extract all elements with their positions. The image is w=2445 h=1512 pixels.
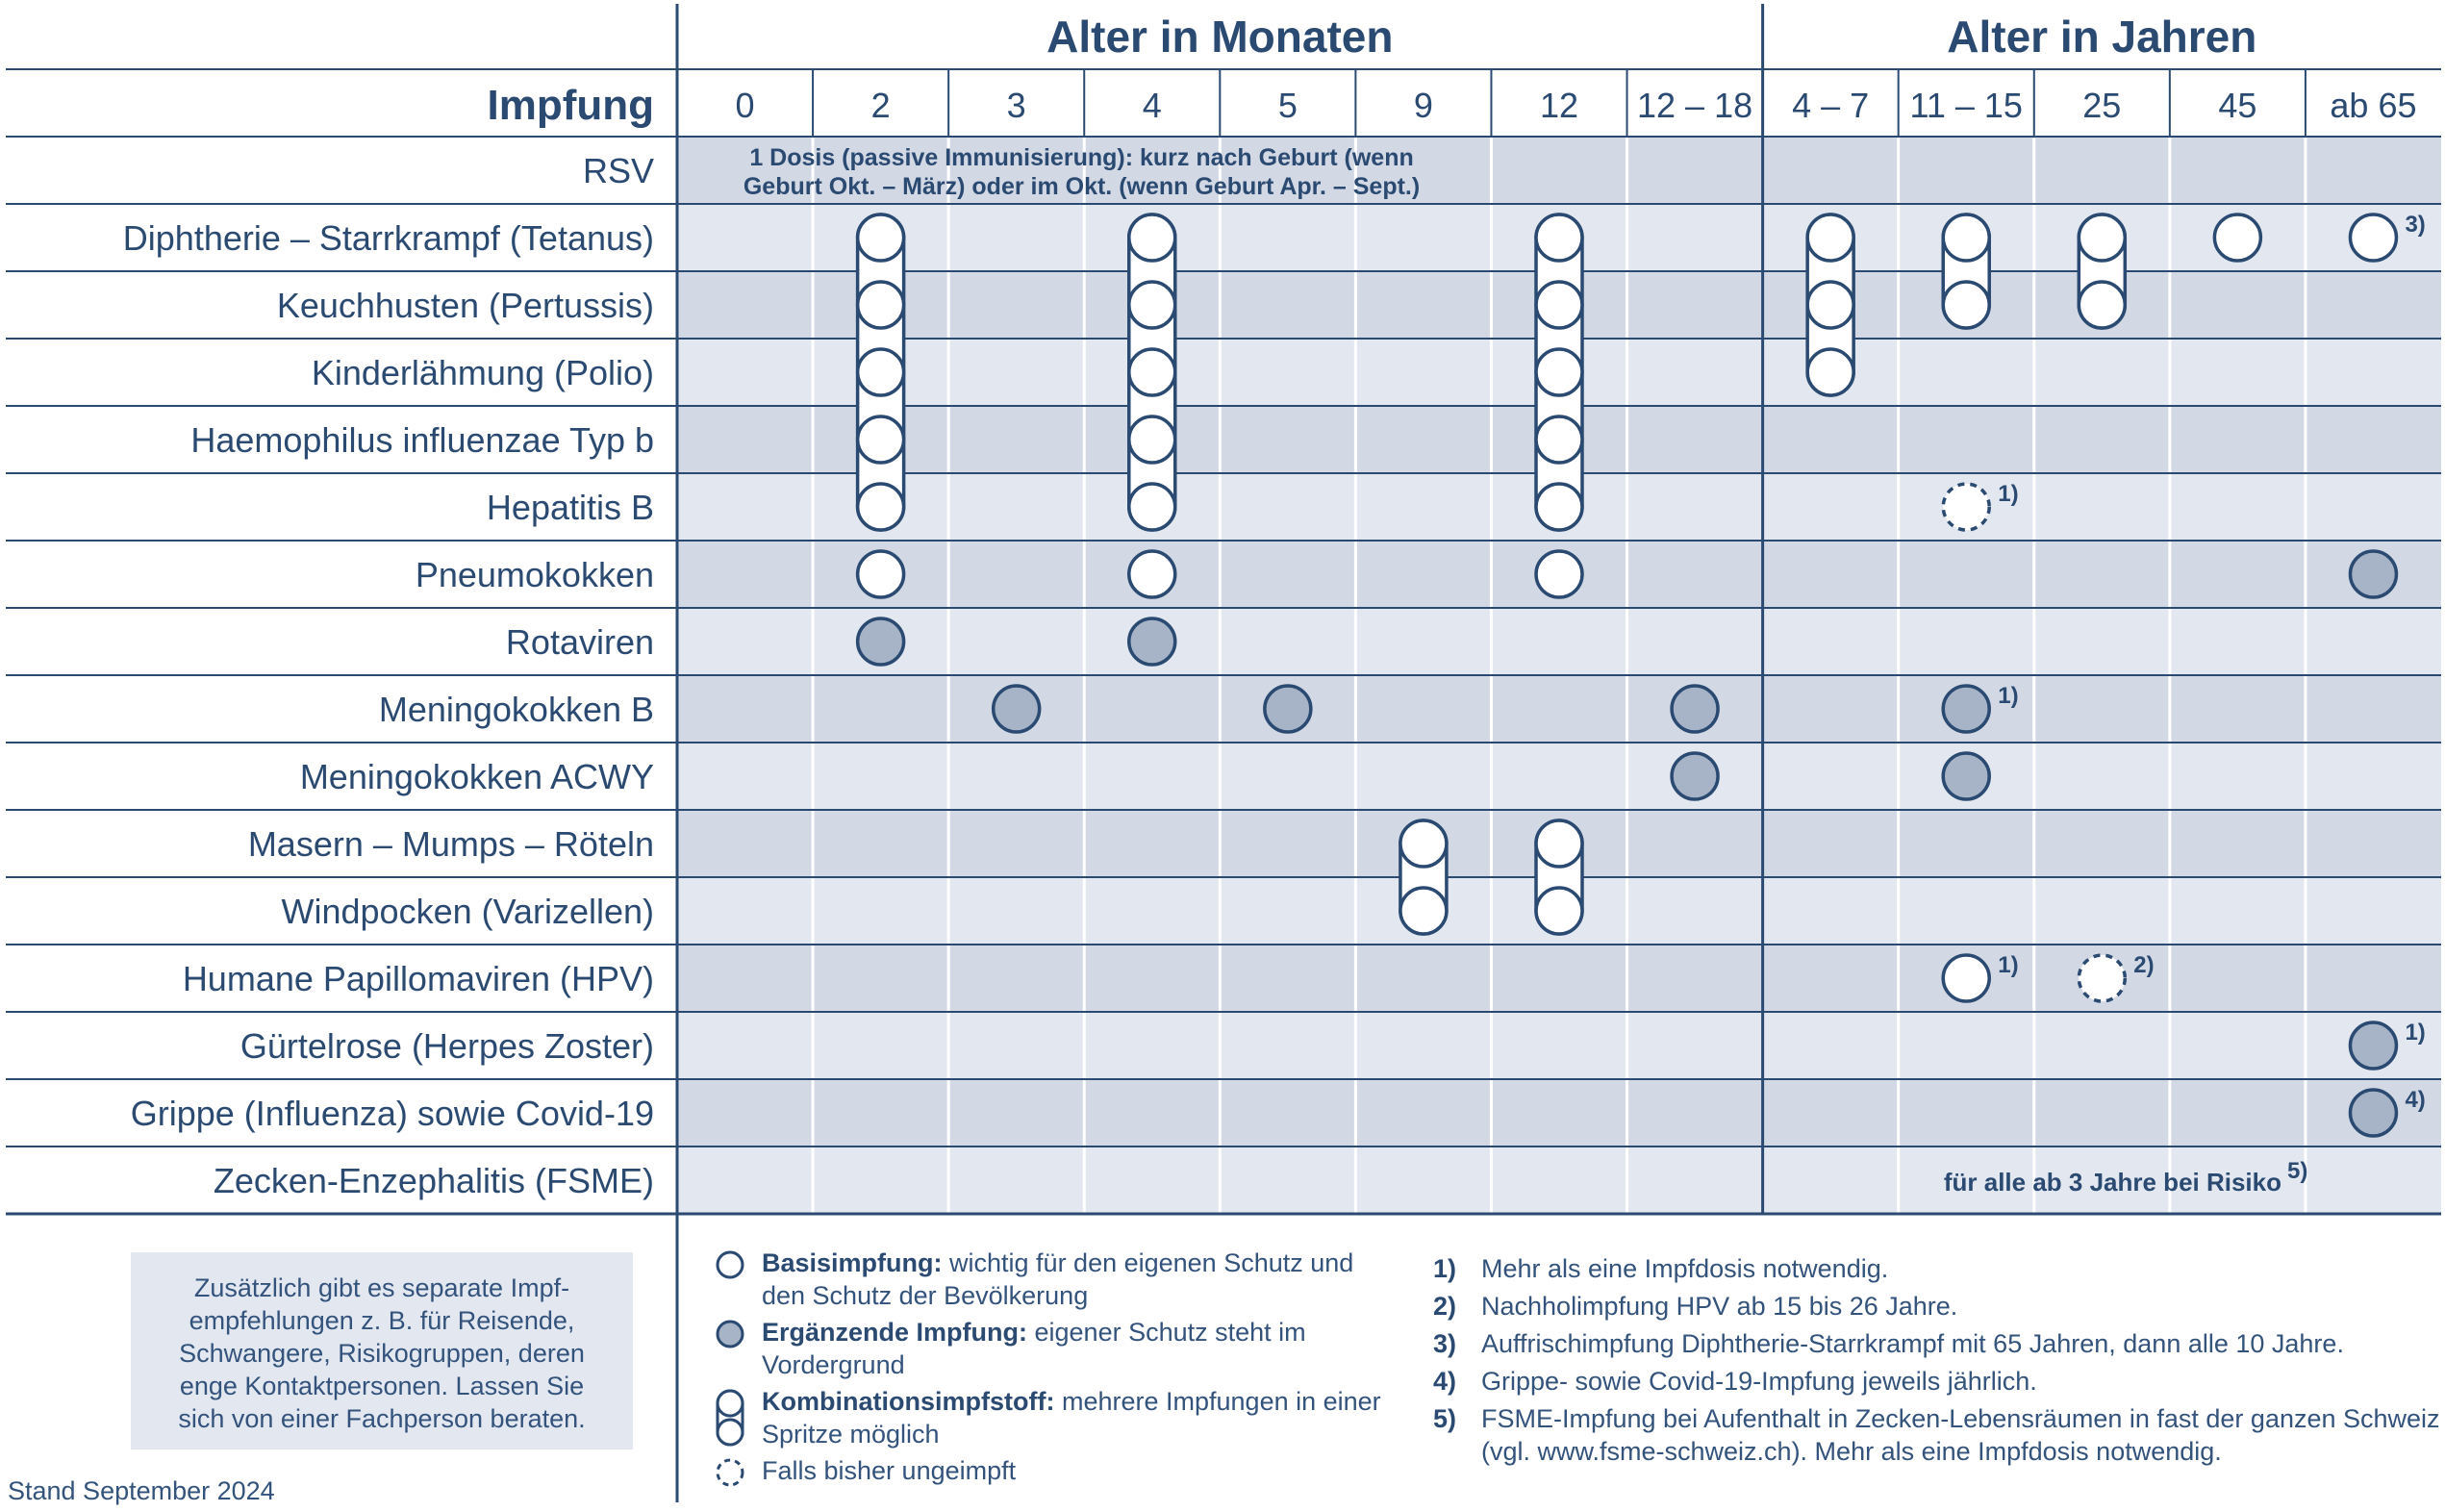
- vaccine-row-label: Zecken-Enzephalitis (FSME): [213, 1161, 654, 1200]
- vaccine-row-label: Haemophilus influenzae Typ b: [190, 420, 654, 460]
- fsme-note: für alle ab 3 Jahre bei Risiko: [1943, 1168, 2281, 1197]
- footnote-ref: 4): [2405, 1087, 2426, 1113]
- age-column-label: 11 – 15: [1909, 86, 2023, 125]
- age-column-label: 4: [1142, 86, 1162, 125]
- legend-label: Ergänzende Impfung:: [762, 1318, 1027, 1347]
- basis-dose-mark: [1943, 214, 1989, 261]
- legend-text: Falls bisher ungeimpft: [762, 1456, 1017, 1485]
- basis-dose-mark: [858, 416, 904, 463]
- basis-dose-mark: [1129, 551, 1175, 597]
- note-line: Schwangere, Risikogruppen, deren: [179, 1339, 585, 1368]
- legend: [712, 1247, 1385, 1491]
- footnote-ref: 1): [1998, 481, 2019, 507]
- vaccine-row-label: Pneumokokken: [415, 555, 654, 594]
- note-line: sich von einer Fachperson beraten.: [178, 1404, 586, 1433]
- basis-dose-mark: [1129, 214, 1175, 261]
- footnote-item: [1433, 1365, 2443, 1398]
- ergaenzend-dose-mark: [2350, 1022, 2396, 1069]
- basis-dose-mark: [1400, 820, 1447, 867]
- row-background: [677, 675, 2441, 743]
- age-column-label: 25: [2082, 86, 2122, 125]
- age-column-label: 9: [1413, 86, 1433, 125]
- basis-circle-icon: [714, 1250, 746, 1283]
- age-column-label: 3: [1006, 86, 1026, 125]
- vaccine-row-label: Masern – Mumps – Röteln: [247, 824, 654, 864]
- ergaenzend-dose-mark: [1943, 686, 1989, 732]
- age-column-label: 2: [870, 86, 891, 125]
- basis-dose-mark: [1536, 214, 1582, 261]
- basis-dose-mark: [1943, 955, 1989, 1001]
- basis-dose-mark: [1129, 416, 1175, 463]
- ergaenzend-dose-mark: [1129, 618, 1175, 665]
- note-line: enge Kontaktpersonen. Lassen Sie: [179, 1372, 585, 1400]
- footnote-ref: 1): [2405, 1020, 2426, 1046]
- months-header: Alter in Monaten: [1046, 12, 1394, 62]
- row-background: [677, 608, 2441, 675]
- vaccine-row-label: Meningokokken ACWY: [299, 757, 654, 796]
- basis-dose-mark: [1536, 551, 1582, 597]
- vaccine-row-label: Gürtelrose (Herpes Zoster): [239, 1026, 654, 1066]
- years-header: Alter in Jahren: [1947, 12, 2257, 62]
- note-line: empfehlungen z. B. für Reisende,: [189, 1306, 575, 1335]
- basis-dose-mark: [858, 551, 904, 597]
- legend-text: eigener Schutz steht im Vordergrund: [762, 1318, 1306, 1379]
- vaccine-row-label: Kinderlähmung (Polio): [311, 353, 654, 392]
- impfung-header: Impfung: [487, 82, 654, 129]
- footnote-number: 1): [1433, 1254, 1457, 1283]
- catch-up-dose-mark: [2079, 955, 2125, 1001]
- footnote-text: Grippe- sowie Covid-19-Impfung jeweils jährlich.: [1481, 1367, 2037, 1396]
- additional-recommendations-note: [131, 1252, 633, 1449]
- footnote-ref: 1): [1998, 952, 2019, 978]
- age-column-label: 5: [1277, 86, 1298, 125]
- ergaenzend-dose-mark: [1672, 753, 1718, 799]
- vaccine-row-label: Grippe (Influenza) sowie Covid-19: [130, 1094, 654, 1133]
- vaccine-row-label: Diphtherie – Starrkrampf (Tetanus): [122, 218, 654, 258]
- rsv-note-line: Geburt Okt. – März) oder im Okt. (wenn Geburt Apr. – Sept.): [743, 173, 1421, 200]
- legend-item-kombination: [712, 1385, 1385, 1450]
- legend-text: wichtig für den eigenen Schutz und den Schutz der Bevölkerung: [762, 1248, 1354, 1310]
- age-column-label: 0: [735, 86, 755, 125]
- basis-dose-mark: [2079, 214, 2125, 261]
- footnote-text: Nachholimpfung HPV ab 15 bis 26 Jahre.: [1481, 1292, 1958, 1321]
- basis-dose-mark: [1129, 282, 1175, 328]
- basis-dose-mark: [1807, 349, 1853, 395]
- kombination-capsule-icon: [714, 1389, 746, 1452]
- basis-dose-mark: [1536, 416, 1582, 463]
- basis-dose-mark: [858, 282, 904, 328]
- ergaenzend-dose-mark: [1672, 686, 1718, 732]
- legend-label: Basisimpfung:: [762, 1248, 943, 1277]
- basis-dose-mark: [1807, 214, 1853, 261]
- catch-up-dose-mark: [1943, 484, 1989, 530]
- footnote-item: [1433, 1402, 2443, 1468]
- footnote-ref: 3): [2405, 212, 2426, 238]
- basis-dose-mark: [858, 214, 904, 261]
- row-background: [677, 1079, 2441, 1147]
- vaccine-row-label: Rotaviren: [505, 622, 654, 662]
- ergaenzend-dose-mark: [1943, 753, 1989, 799]
- ergaenzend-circle-icon: [714, 1320, 746, 1352]
- footnote-ref: 2): [2133, 952, 2155, 978]
- footnote-text: Auffrischimpfung Diphtherie-Starrkrampf mit 65 Jahren, dann alle 10 Jahre.: [1481, 1329, 2344, 1358]
- row-background: [677, 1012, 2441, 1079]
- ergaenzend-dose-mark: [1265, 686, 1311, 732]
- basis-dose-mark: [1943, 282, 1989, 328]
- row-background: [677, 743, 2441, 810]
- legend-text: mehrere Impfungen in einer Spritze möglich: [762, 1387, 1381, 1449]
- row-background: [677, 945, 2441, 1012]
- vaccine-row-label: Keuchhusten (Pertussis): [276, 286, 654, 325]
- age-column-label: ab 65: [2330, 86, 2417, 125]
- basis-dose-mark: [2079, 282, 2125, 328]
- footnote-text: FSME-Impfung bei Aufenthalt in Zecken-Lebensräumen in fast der ganzen Schweiz (vgl. www.fsme-schweiz.ch). Mehr als eine Impfdosis notwendig.: [1481, 1404, 2440, 1466]
- basis-dose-mark: [1129, 349, 1175, 395]
- footnote-number: 5): [1433, 1404, 1457, 1433]
- basis-dose-mark: [1400, 888, 1447, 934]
- legend-item-dashed: [712, 1454, 1385, 1487]
- vaccine-row-label: Hepatitis B: [486, 488, 654, 527]
- note-line: Zusätzlich gibt es separate Impf-: [193, 1273, 570, 1302]
- ergaenzend-dose-mark: [2350, 551, 2396, 597]
- footnote-number: 2): [1433, 1292, 1457, 1321]
- age-column-label: 45: [2218, 86, 2257, 125]
- basis-dose-mark: [1536, 484, 1582, 530]
- vaccine-row-label: RSV: [582, 151, 654, 190]
- basis-dose-mark: [2214, 214, 2260, 261]
- vaccine-row-label: Windpocken (Varizellen): [281, 892, 654, 931]
- footnote-number: 4): [1433, 1367, 1457, 1396]
- ergaenzend-dose-mark: [858, 618, 904, 665]
- ergaenzend-dose-mark: [994, 686, 1040, 732]
- basis-dose-mark: [1536, 349, 1582, 395]
- age-column-label: 12: [1539, 86, 1579, 125]
- fsme-note-ref: 5): [2287, 1158, 2308, 1184]
- basis-dose-mark: [1536, 820, 1582, 867]
- age-column-label: 12 – 18: [1637, 86, 1753, 125]
- legend-label: Kombinationsimpfstoff:: [762, 1387, 1055, 1416]
- basis-dose-mark: [858, 349, 904, 395]
- vaccine-row-label: Meningokokken B: [378, 690, 654, 729]
- rsv-note-line: 1 Dosis (passive Immunisierung): kurz nach Geburt (wenn: [749, 144, 1414, 171]
- footnote-item: [1433, 1290, 2443, 1323]
- footnote-text: Mehr als eine Impfdosis notwendig.: [1481, 1254, 1889, 1283]
- vaccine-row-label: Humane Papillomaviren (HPV): [182, 959, 654, 998]
- basis-dose-mark: [858, 484, 904, 530]
- legend-item-basis: [712, 1247, 1385, 1312]
- legend-item-ergaenzend: [712, 1316, 1385, 1381]
- basis-dose-mark: [1536, 282, 1582, 328]
- footnote-ref: 1): [1998, 683, 2019, 709]
- basis-dose-mark: [1536, 888, 1582, 934]
- footnote-number: 3): [1433, 1329, 1457, 1358]
- basis-dose-mark: [1807, 282, 1853, 328]
- footnote-item: [1433, 1252, 2443, 1285]
- basis-dose-mark: [2350, 214, 2396, 261]
- basis-dose-mark: [1129, 484, 1175, 530]
- age-column-label: 4 – 7: [1792, 86, 1870, 125]
- footnote-item: [1433, 1327, 2443, 1360]
- ergaenzend-dose-mark: [2350, 1090, 2396, 1136]
- footnotes: [1433, 1252, 2443, 1473]
- dashed-circle-icon: [714, 1458, 746, 1491]
- stand-date: Stand September 2024: [8, 1476, 275, 1505]
